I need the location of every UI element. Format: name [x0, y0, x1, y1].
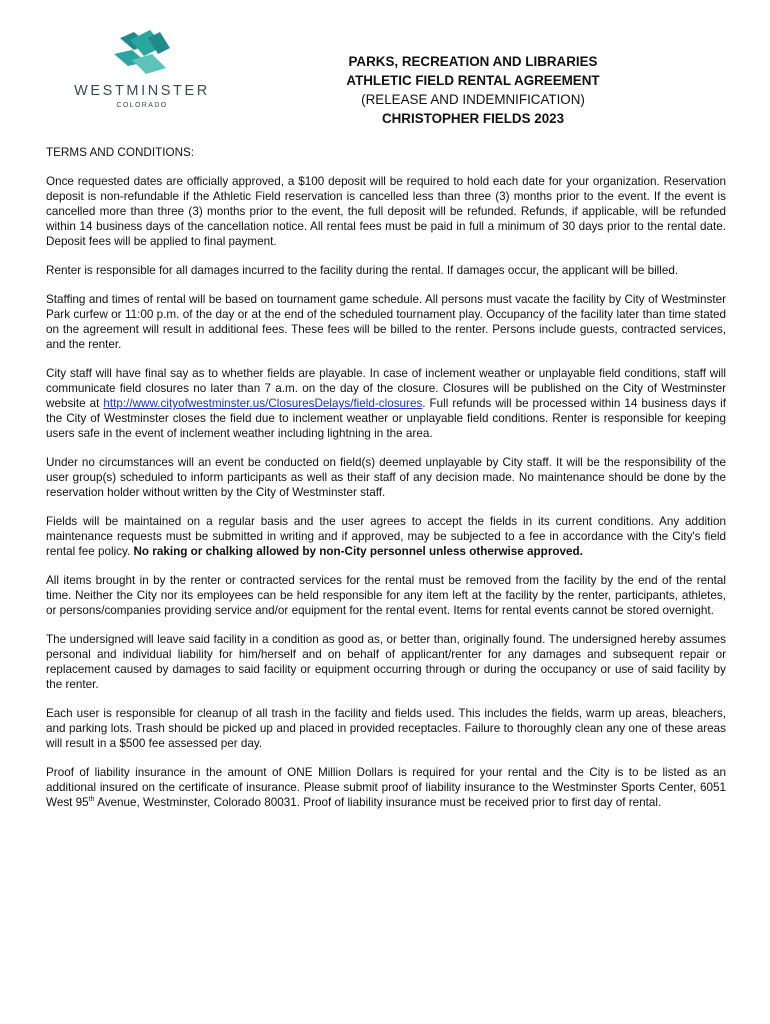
terms-heading: TERMS AND CONDITIONS: — [46, 146, 195, 159]
paragraph-weather — [46, 366, 726, 441]
header-department: PARKS, RECREATION AND LIBRARIES — [348, 54, 598, 69]
paragraph-damages: Renter is responsible for all damages incurred to the facility during the rental. If damages occur, the applicant will be billed. — [46, 264, 679, 277]
paragraph-maintenance — [46, 514, 726, 559]
document-body — [46, 145, 726, 824]
westminster-logo — [72, 26, 212, 110]
maintenance-text: Fields will be maintained on a regular basis and the user agrees to accept the fields in its current conditions. Any addition maintenance requests must be submitted in writing and if approved, may be subjected to a fee in accordance with the City's field rental fee policy. — [46, 515, 726, 558]
header-facility-year: CHRISTOPHER FIELDS 2023 — [381, 111, 565, 126]
field-closures-link[interactable]: http://www.cityofwestminster.us/ClosuresDelays/field-closures — [103, 397, 423, 410]
paragraph-deposit: Once requested dates are officially approved, a $100 deposit will be required to hold each date for your organization. Reservation deposit is non-refundable if the Athletic Field reservation is cancelled less than three (3) months prior to the event. If the event is cancelled more than three (3) months prior to the event, the full deposit will be refunded. Refunds, if applicable, will be refunded within 14 business days of the cancellation notice. All rental fees must be paid in full a minimum of 30 days prior to the rental date. Deposit fees will be applied to final payment. — [46, 175, 726, 248]
logo-mark-icon — [114, 26, 170, 78]
weather-text-before: City staff will have final say as to whether fields are playable. In case of inclement weather or unplayable field conditions, staff will communicate field closures no later than 7 a.m. on the day of the closure. Closures will be published on the City of Westminster website at — [46, 367, 726, 410]
paragraph-liability: The undersigned will leave said facility in a condition as good as, or better than, originally found. The undersigned hereby assumes personal and individual liability for him/herself and on behalf of applicant/renter for any damages and subsequent repair or replacement caused by damages to said facility or equipment occurring through or during the occupancy or use of said facility by the renter. — [46, 633, 726, 691]
paragraph-cleanup: Each user is responsible for cleanup of all trash in the facility and fields used. This includes the fields, warm up areas, bleachers, and parking lots. Trash should be picked up and placed in provided receptacles. Failure to thoroughly clean any one of these areas will result in a $500 fee assessed per day. — [46, 707, 726, 750]
document-header — [318, 52, 628, 128]
maintenance-bold-notice: No raking or chalking allowed by non-City personnel unless otherwise approved. — [133, 545, 583, 558]
paragraph-staffing: Staffing and times of rental will be based on tournament game schedule. All persons must vacate the facility by City of Westminster Park curfew or 11:00 p.m. of the day or at the end of the scheduled tournament play. Occupancy of the facility later than time stated on the agreement will result in additional fees. These fees will be billed to the renter. Persons include guests, contracted services, and the renter. — [46, 293, 726, 351]
paragraph-items: All items brought in by the renter or contracted services for the rental must be removed from the facility by the end of the rental time. Neither the City nor its employees can be held responsible for any item left at the facility by the renter, participants, athletes, or persons/companies providing service and/or equipment for the rental event. Items for rental events cannot be stored overnight. — [46, 574, 726, 617]
ordinal-suffix: th — [88, 796, 95, 804]
paragraph-insurance — [46, 765, 726, 810]
logo-wordmark: WESTMINSTER — [74, 83, 210, 99]
header-agreement-title: ATHLETIC FIELD RENTAL AGREEMENT — [346, 73, 600, 88]
insurance-text-after: Avenue, Westminster, Colorado 80031. Proof of liability insurance must be received prior to first day of rental. — [94, 796, 662, 809]
logo-subtitle: COLORADO — [116, 102, 168, 109]
weather-text-after: . Full refunds will be processed within 14 business days if the City of Westminster closes the field due to inclement weather or unplayable field conditions. Renter is responsible for keeping users safe in the event of inclement weather including lightning in the area. — [46, 397, 726, 440]
paragraph-unplayable: Under no circumstances will an event be conducted on field(s) deemed unplayable by City staff. It will be the responsibility of the user group(s) scheduled to inform participants as well as their staff of any decision made. No maintenance should be done by the reservation holder without written by the City of Westminster staff. — [46, 456, 726, 499]
insurance-text-before: Proof of liability insurance in the amount of ONE Million Dollars is required for your rental and the City is to be listed as an additional insured on the certificate of insurance. Please submit proof of liability insurance to the Westminster Sports Center, 6051 West 95 — [46, 766, 726, 809]
header-release-subtitle: (RELEASE AND INDEMNIFICATION) — [361, 92, 585, 107]
